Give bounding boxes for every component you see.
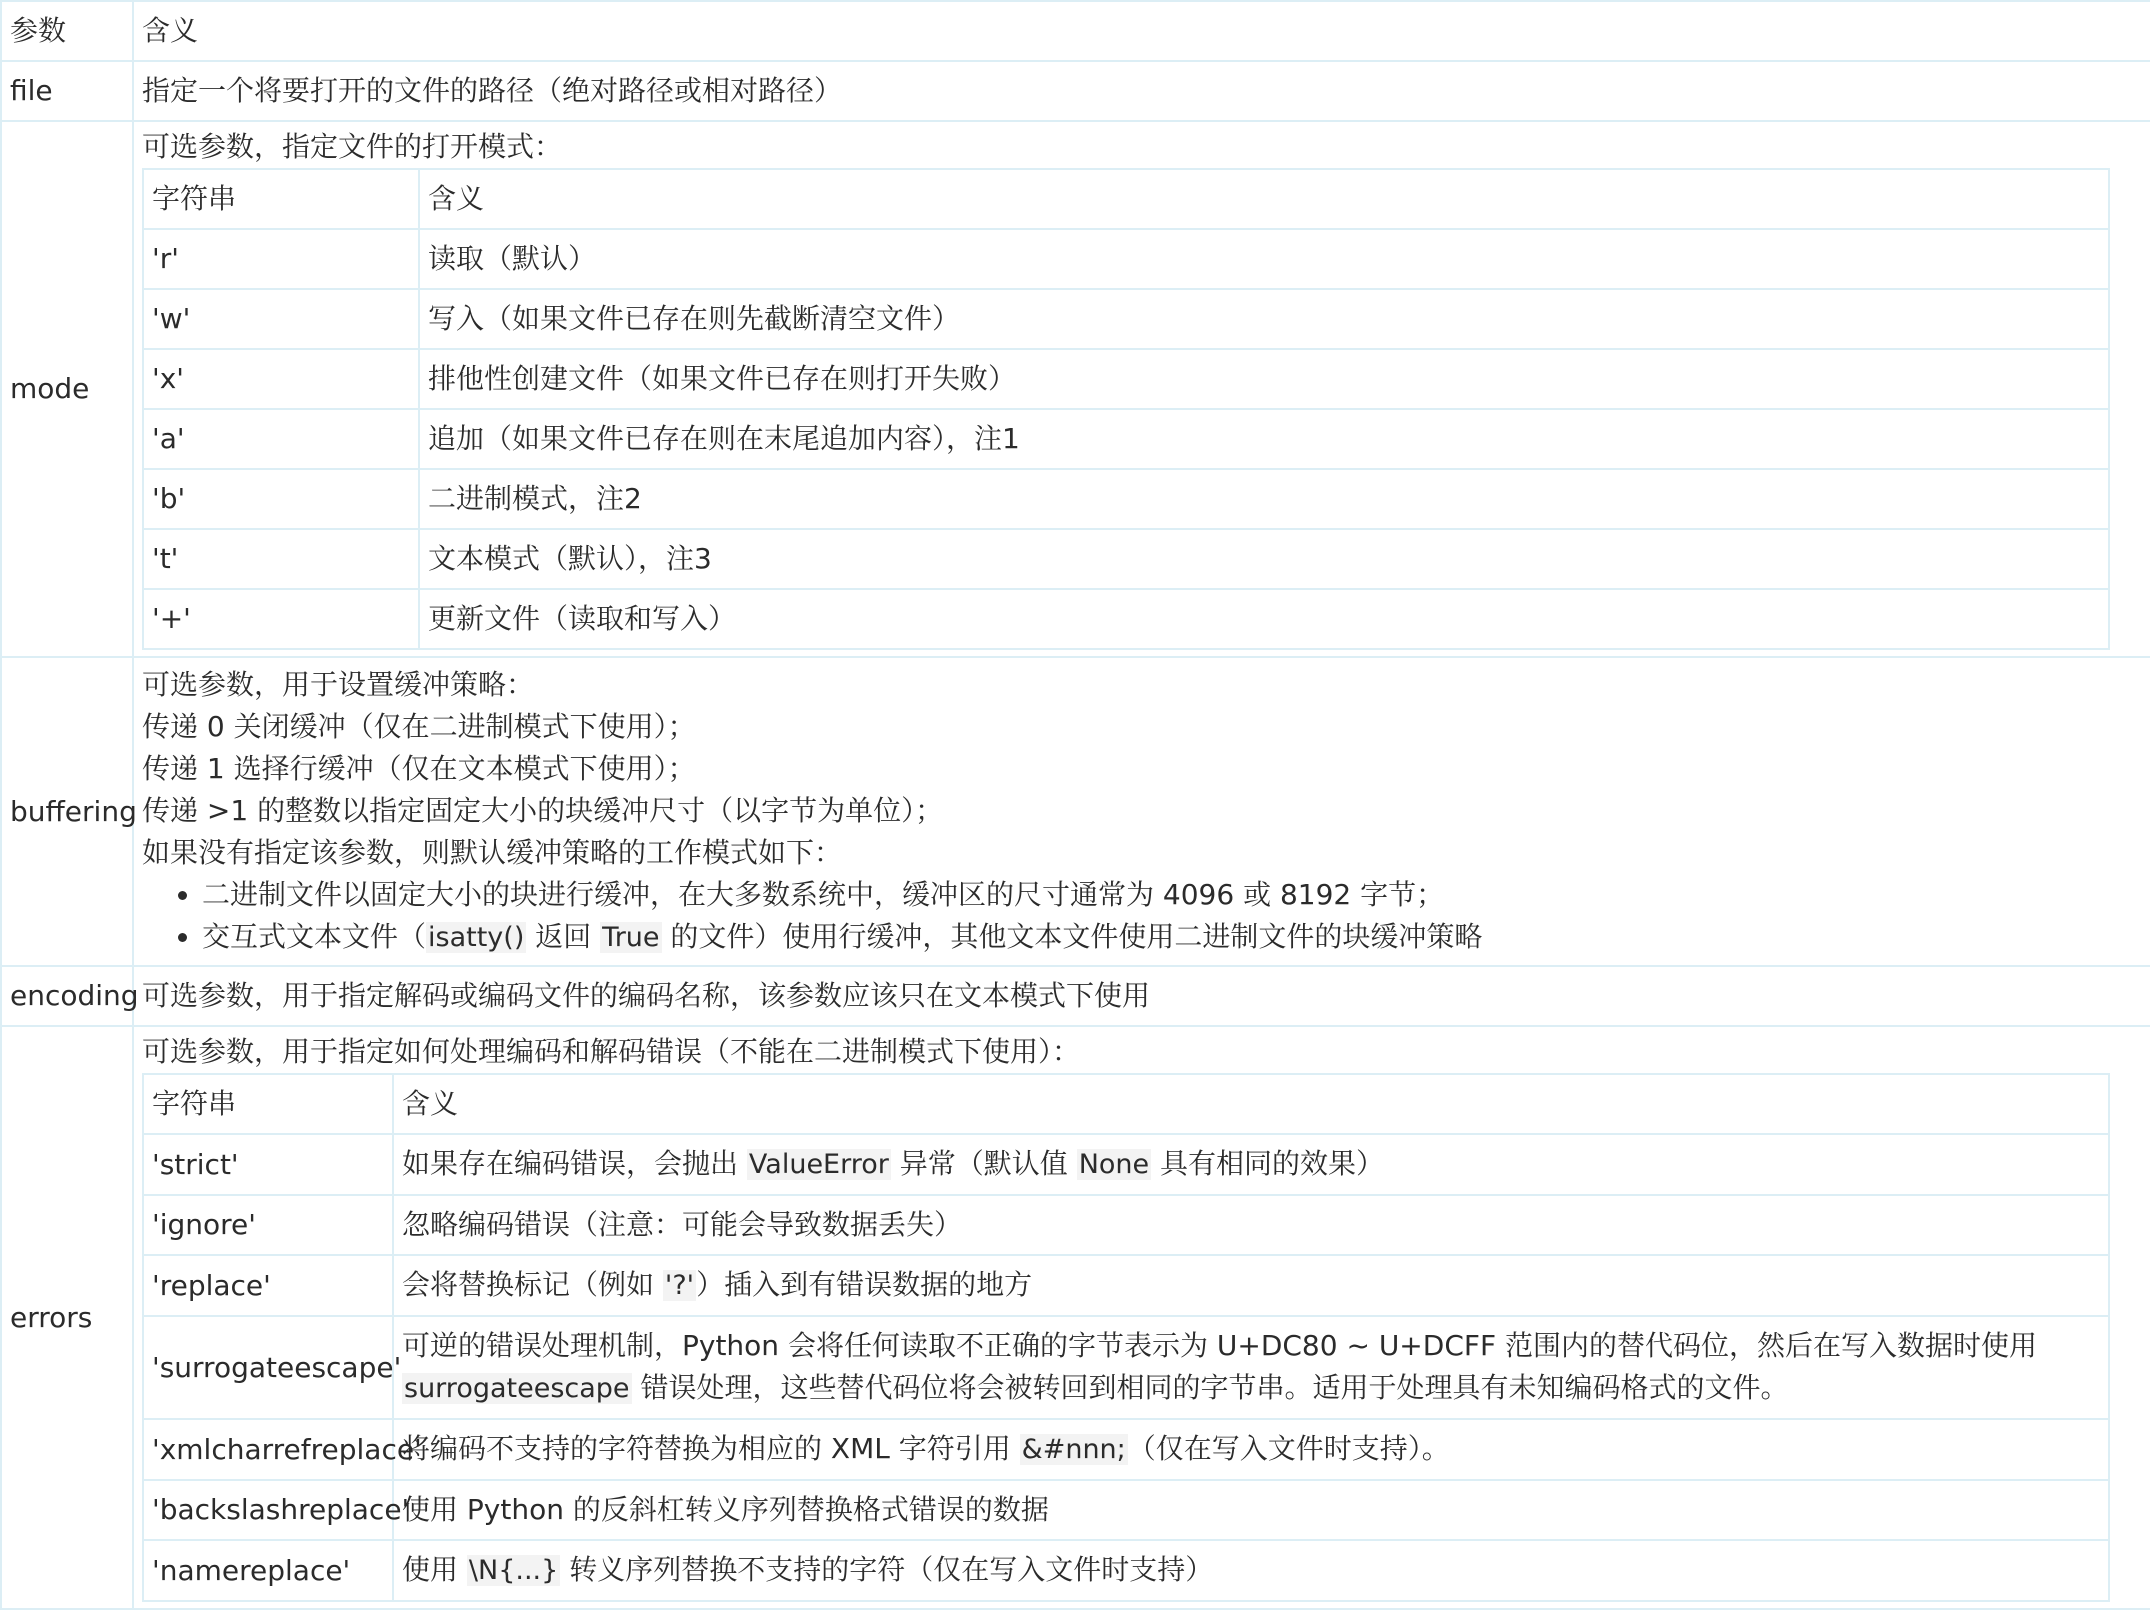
errors-key: 'surrogateescape' [143,1316,393,1419]
inline-code: True [602,922,660,953]
errors-key: 'xmlcharrefreplace' [143,1419,393,1480]
errors-header-string: 字符串 [143,1074,393,1134]
buffering-list [142,874,2142,959]
value-text: 错误处理，这些替代码位将会被转回到相同的字节串。适用于处理具有未知编码格式的文件。 [631,1371,1789,1404]
param-name-errors: errors [1,1026,133,1609]
mode-row-r [143,229,2109,289]
value-text: 具有相同的效果） [1151,1147,1385,1180]
value-text: 如果存在编码错误，会抛出 [402,1147,747,1180]
errors-value [393,1255,2109,1316]
mode-key: '+' [143,589,419,649]
errors-key: 'strict' [143,1134,393,1195]
mode-table-header [143,169,2109,229]
mode-cell [133,121,2150,657]
errors-row-namereplace [143,1540,2109,1601]
header-row [1,1,2150,61]
mode-value: 读取（默认） [419,229,2109,289]
row-file [1,61,2150,121]
buffering-cell [133,657,2150,966]
errors-table [142,1073,2110,1602]
mode-value: 更新文件（读取和写入） [419,589,2109,649]
inline-code: surrogateescape [404,1373,630,1404]
inline-code: \N{...} [468,1555,559,1586]
errors-row-xmlcharrefreplace [143,1419,2109,1480]
inline-code: None [1078,1149,1150,1180]
value-text: 将编码不支持的字符替换为相应的 XML 字符引用 [402,1432,1020,1465]
buffering-line: 传递 0 关闭缓冲（仅在二进制模式下使用）； [142,710,696,743]
buffering-line: 传递 >1 的整数以指定固定大小的块缓冲尺寸（以字节为单位）； [142,794,944,827]
buffering-line: 如果没有指定该参数，则默认缓冲策略的工作模式如下： [142,836,843,869]
mode-key: 'w' [143,289,419,349]
inline-code: ValueError [748,1149,889,1180]
mode-key: 'b' [143,469,419,529]
errors-table-header [143,1074,2109,1134]
errors-row-backslashreplace [143,1480,2109,1540]
errors-value [393,1540,2109,1601]
value-text: （仅在写入文件时支持）。 [1127,1432,1450,1465]
header-meaning: 含义 [133,1,2150,61]
errors-value [393,1134,2109,1195]
mode-key: 'a' [143,409,419,469]
value-text: 异常（默认值 [890,1147,1077,1180]
value-text: 转义序列替换不支持的字符（仅在写入文件时支持） [560,1553,1214,1586]
encoding-description: 可选参数，用于指定解码或编码文件的编码名称，该参数应该只在文本模式下使用 [133,966,2150,1026]
mode-row-a [143,409,2109,469]
mode-value: 追加（如果文件已存在则在末尾追加内容），注1 [419,409,2109,469]
mode-key: 't' [143,529,419,589]
mode-header-string: 字符串 [143,169,419,229]
errors-row-ignore [143,1195,2109,1255]
errors-cell [133,1026,2150,1609]
mode-row-b [143,469,2109,529]
row-mode [1,121,2150,657]
bullet-text: 交互式文本文件（ [202,920,427,953]
errors-value [393,1316,2109,1419]
buffering-bullet: • 二进制文件以固定大小的块进行缓冲，在大多数系统中，缓冲区的尺寸通常为 4096 或 8192 字节； [202,874,2142,916]
inline-code: '?' [664,1270,695,1301]
param-name-mode: mode [1,121,133,657]
param-name-encoding: encoding [1,966,133,1026]
errors-value: 使用 Python 的反斜杠转义序列替换格式错误的数据 [393,1480,2109,1540]
mode-row-x [143,349,2109,409]
errors-key: 'namereplace' [143,1540,393,1601]
errors-key: 'ignore' [143,1195,393,1255]
inline-code: &#nnn; [1021,1434,1126,1465]
param-name-file: file [1,61,133,121]
buffering-line: 可选参数，用于设置缓冲策略： [142,668,535,701]
header-param: 参数 [1,1,133,61]
mode-value: 文本模式（默认），注3 [419,529,2109,589]
param-name-buffering: buffering [1,657,133,966]
errors-key: 'backslashreplace' [143,1480,393,1540]
mode-key: 'r' [143,229,419,289]
mode-row-t [143,529,2109,589]
value-text: ）插入到有错误数据的地方 [696,1268,1033,1301]
errors-row-surrogateescape [143,1316,2109,1419]
errors-row-strict [143,1134,2109,1195]
value-text: 可逆的错误处理机制，Python 会将任何读取不正确的字节表示为 U+DC80 ~ U+DCFF 范围内的替代码位，然后在写入数据时使用 [402,1329,2037,1362]
value-text: 使用 [402,1553,467,1586]
bullet-text: 返回 [526,920,601,953]
mode-value: 排他性创建文件（如果文件已存在则打开失败） [419,349,2109,409]
buffering-line: 传递 1 选择行缓冲（仅在文本模式下使用）； [142,752,696,785]
mode-row-plus [143,589,2109,649]
mode-key: 'x' [143,349,419,409]
mode-value: 写入（如果文件已存在则先截断清空文件） [419,289,2109,349]
errors-value: 忽略编码错误（注意：可能会导致数据丢失） [393,1195,2109,1255]
bullet-text: 的文件）使用行缓冲，其他文本文件使用二进制文件的块缓冲策略 [661,920,1483,953]
mode-table [142,168,2110,650]
mode-value: 二进制模式，注2 [419,469,2109,529]
row-encoding [1,966,2150,1026]
mode-row-w [143,289,2109,349]
errors-row-replace [143,1255,2109,1316]
errors-key: 'replace' [143,1255,393,1316]
row-buffering [1,657,2150,966]
value-text: 会将替换标记（例如 [402,1268,663,1301]
errors-value [393,1419,2109,1480]
inline-code: isatty() [428,922,525,953]
errors-intro: 可选参数，用于指定如何处理编码和解码错误（不能在二进制模式下使用）： [142,1035,1081,1068]
file-description: 指定一个将要打开的文件的路径（绝对路径或相对路径） [133,61,2150,121]
errors-header-meaning: 含义 [393,1074,2109,1134]
mode-header-meaning: 含义 [419,169,2109,229]
buffering-bullet [202,916,2142,959]
row-errors [1,1026,2150,1609]
mode-intro: 可选参数，指定文件的打开模式： [142,130,563,163]
